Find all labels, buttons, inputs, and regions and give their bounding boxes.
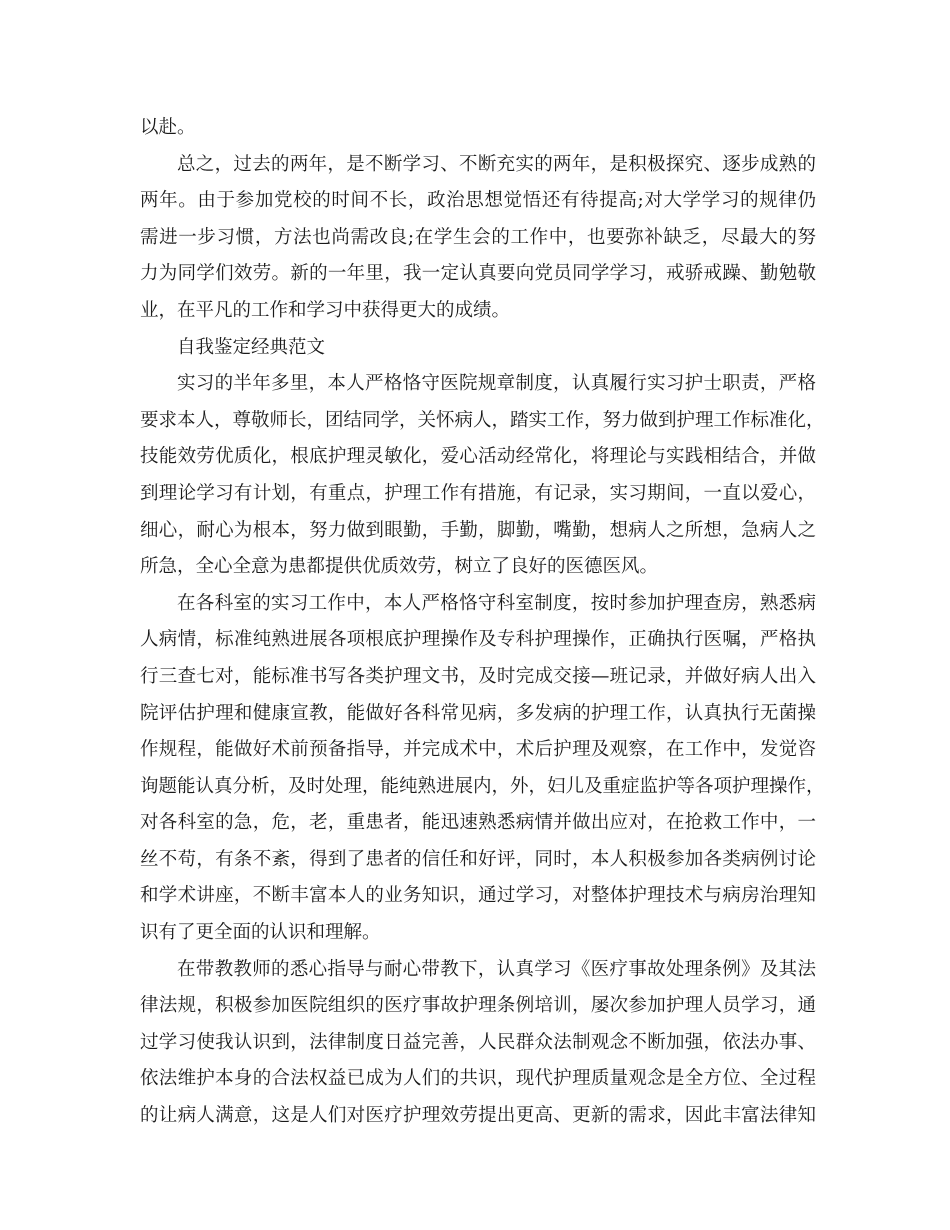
text-line: 行三查七对，能标准书写各类护理文书，及时完成交接—班记录，并做好病人出入 — [140, 665, 816, 687]
text-line: 的让病人满意，这是人们对医疗护理效劳提出更高、更新的需求，因此丰富法律知 — [140, 1105, 816, 1127]
text-line: 所急，全心全意为患都提供优质效劳，树立了良好的医德医风。 — [140, 556, 659, 578]
text-line: 对各科室的急，危，老，重患者，能迅速熟悉病情并做出应对，在抢救工作中，一 — [140, 812, 816, 834]
text-line: 需进一步习惯，方法也尚需改良;在学生会的工作中，也要弥补缺乏，尽最大的努 — [140, 226, 816, 248]
text-line: 识有了更全面的认识和理解。 — [140, 922, 381, 944]
document-page — [140, 110, 825, 1135]
text-line: 两年。由于参加党校的时间不长，政治思想觉悟还有待提高;对大学学习的规律仍 — [140, 190, 816, 212]
text-line: 律法规，积极参加医院组织的医疗事故护理条例培训，屡次参加护理人员学习，通 — [140, 995, 816, 1017]
text-line: 人病情，标准纯熟进展各项根底护理操作及专科护理操作，正确执行医嘱，严格执 — [140, 629, 816, 651]
text-line: 到理论学习有计划，有重点，护理工作有措施，有记录，实习期间，一直以爱心， — [140, 482, 816, 504]
text-line: 业，在平凡的工作和学习中获得更大的成绩。 — [140, 299, 511, 321]
text-line: 在各科室的实习工作中，本人严格恪守科室制度，按时参加护理查房，熟悉病 — [177, 592, 816, 614]
text-line: 技能效劳优质化，根底护理灵敏化，爱心活动经常化，将理论与实践相结合，并做 — [140, 446, 816, 468]
text-line: 和学术讲座，不断丰富本人的业务知识，通过学习，对整体护理技术与病房治理知 — [140, 885, 816, 907]
text-line: 院评估护理和健康宣教，能做好各科常见病，多发病的护理工作，认真执行无菌操 — [140, 702, 816, 724]
text-line: 在带教教师的悉心指导与耐心带教下，认真学习《医疗事故处理条例》及其法 — [177, 958, 816, 980]
text-line: 以赴。 — [140, 117, 196, 138]
text-line: 作规程，能做好术前预备指导，并完成术中，术后护理及观察，在工作中，发觉咨 — [140, 739, 816, 761]
text-line: 实习的半年多里，本人严格恪守医院规章制度，认真履行实习护士职责，严格 — [177, 373, 816, 395]
text-line: 过学习使我认识到，法律制度日益完善，人民群众法制观念不断加强，依法办事、 — [140, 1031, 816, 1053]
text-line: 总之，过去的两年，是不断学习、不断充实的两年，是积极探究、逐步成熟的 — [177, 153, 816, 175]
text-line: 依法维护本身的合法权益已成为人们的共识，现代护理质量观念是全方位、全过程 — [140, 1068, 816, 1090]
text-line: 要求本人，尊敬师长，团结同学，关怀病人，踏实工作，努力做到护理工作标准化， — [140, 409, 825, 431]
text-line: 询题能认真分析，及时处理，能纯熟进展内，外，妇儿及重症监护等各项护理操作， — [140, 775, 825, 797]
text-line: 力为同学们效劳。新的一年里，我一定认真要向党员同学学习，戒骄戒躁、勤勉敬 — [140, 263, 816, 285]
text-line: 自我鉴定经典范文 — [177, 336, 326, 358]
text-line: 丝不苟，有条不紊，得到了患者的信任和好评，同时，本人积极参加各类病例讨论 — [140, 848, 816, 870]
text-line: 细心，耐心为根本，努力做到眼勤，手勤，脚勤，嘴勤，想病人之所想，急病人之 — [140, 519, 816, 541]
